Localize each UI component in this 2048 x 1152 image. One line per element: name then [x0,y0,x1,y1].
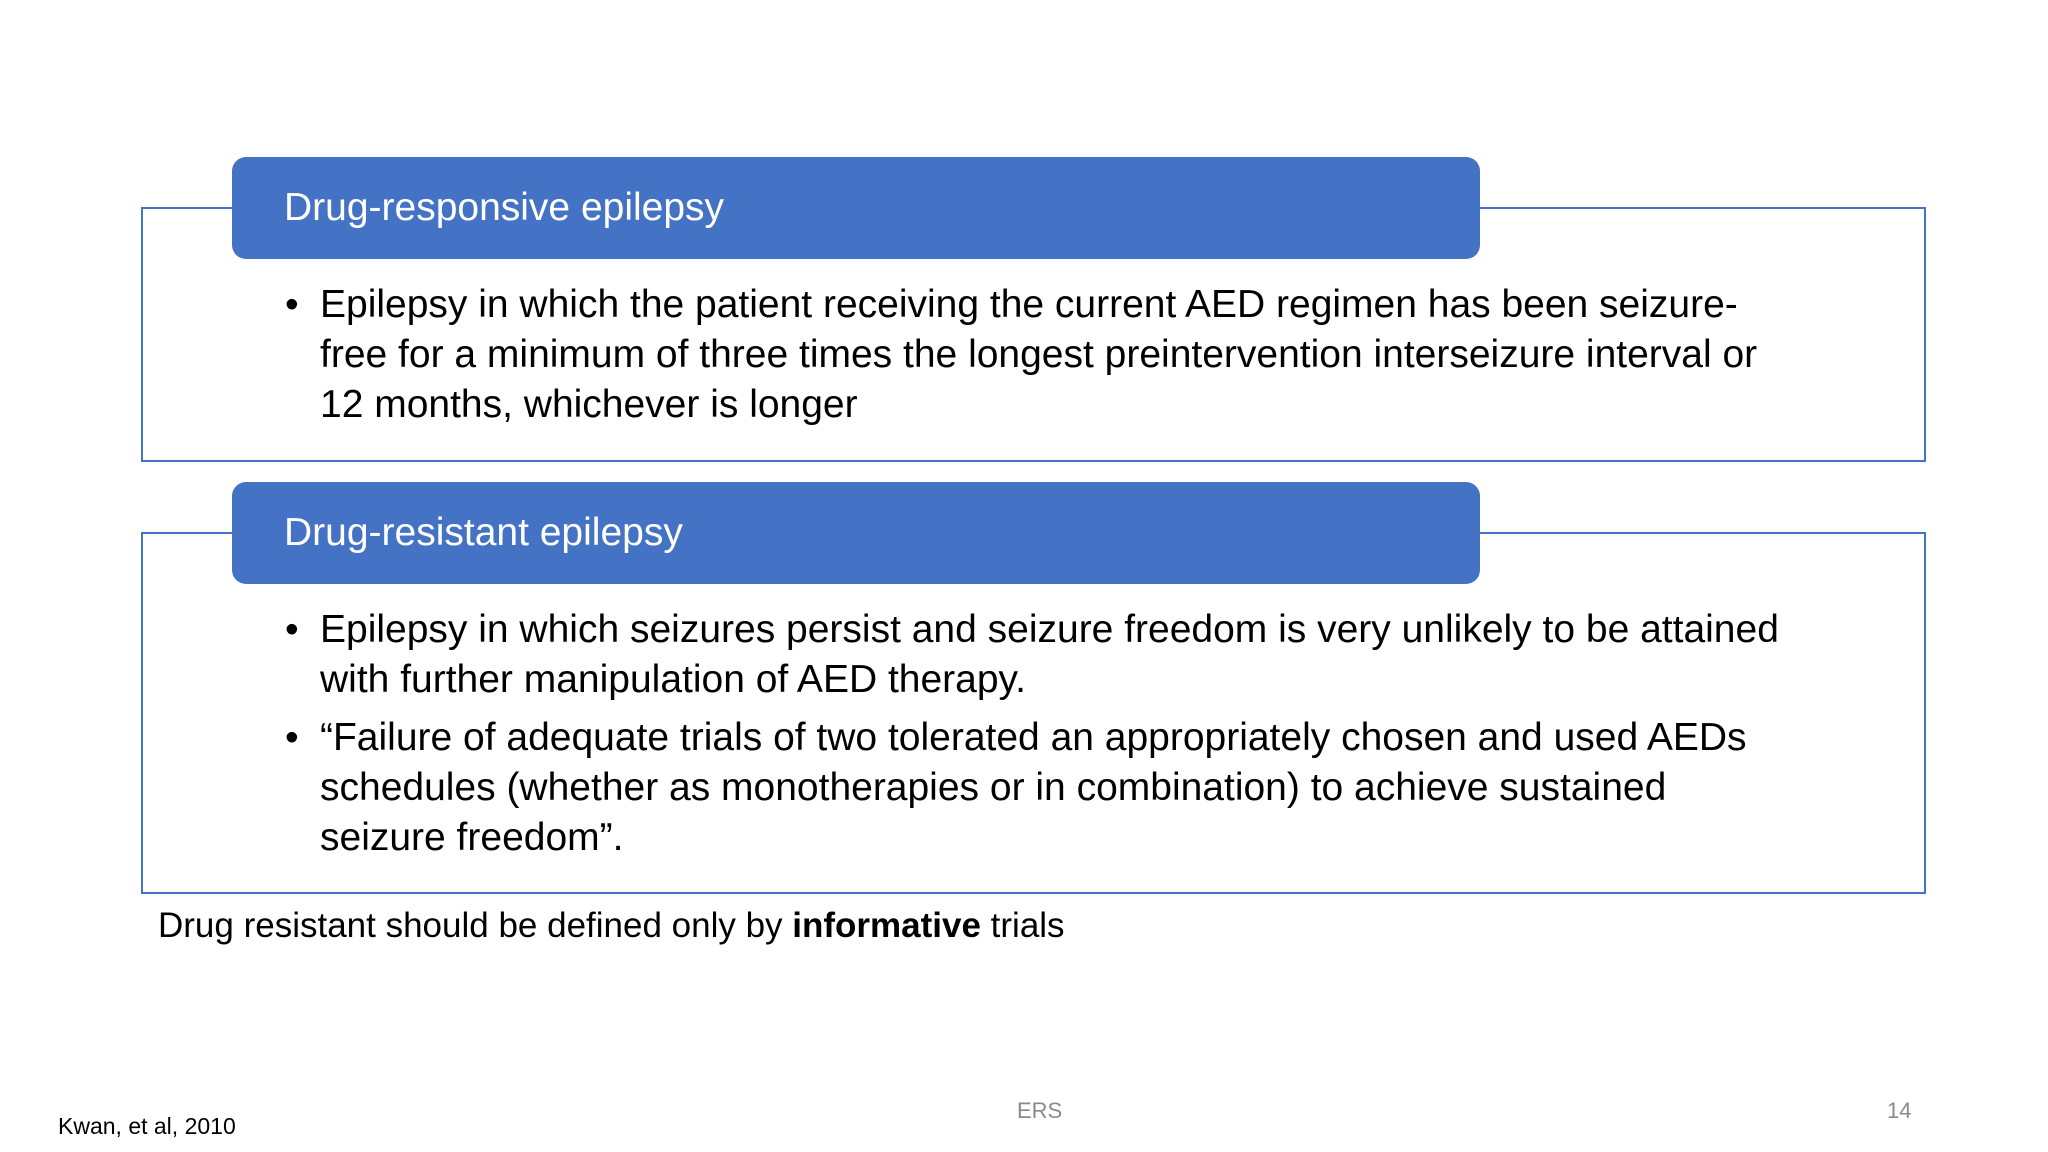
bullet-item [285,605,1785,705]
footer-label: ERS [1017,1098,1063,1123]
footnote-text-before: Drug resistant should be defined only by [158,906,793,945]
bullet-dot-icon: • [285,716,299,759]
citation: Kwan, et al, 2010 [58,1113,236,1139]
footnote-text-after: trials [980,906,1065,945]
bullet-dot-icon: • [285,608,299,651]
footnote-statement [158,904,1065,948]
bullet-text: “Failure of adequate trials of two tolerated an appropriately chosen and used AEDs schedules (whether as monotherapies or in combination) to achieve sustained seizure freedom”. [320,716,1747,859]
bullet-list-drug-responsive [285,280,1785,438]
bullet-list-drug-resistant [285,605,1785,871]
header-drug-responsive [232,157,1480,259]
bullet-item [285,713,1785,863]
footnote-text-bold: informative [792,906,981,945]
bullet-text: Epilepsy in which the patient receiving the current AED regimen has been seizure-free for a minimum of three times the longest preintervention interseizure interval or 12 months, whichever is longer [320,283,1758,426]
header-drug-resistant [232,482,1480,584]
bullet-text: Epilepsy in which seizures persist and seizure freedom is very unlikely to be attained with further manipulation of AED therapy. [320,608,1779,701]
bullet-dot-icon: • [285,283,299,326]
header-drug-responsive-label: Drug-responsive epilepsy [284,186,725,229]
page-number: 14 [1887,1098,1912,1123]
header-drug-resistant-label: Drug-resistant epilepsy [284,511,683,554]
bullet-item [285,280,1785,430]
